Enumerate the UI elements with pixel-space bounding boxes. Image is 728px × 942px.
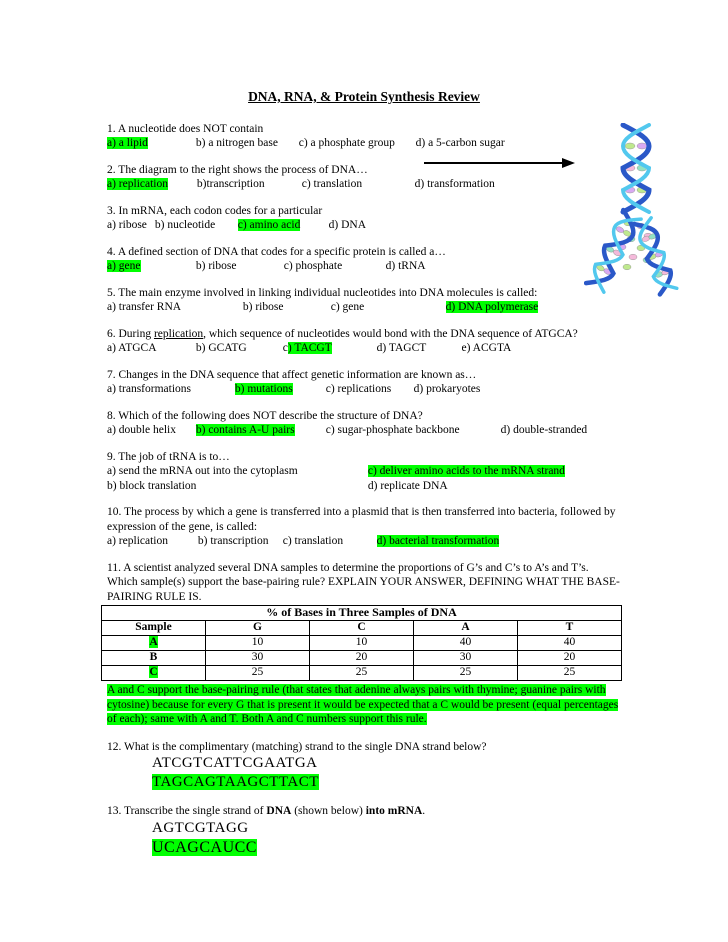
- question-1-options: [107, 136, 621, 150]
- table-cell: 25: [518, 666, 622, 681]
- option-d: d) transformation: [414, 178, 495, 191]
- option-c: c) translation: [282, 535, 344, 548]
- sample-cell: C: [102, 666, 206, 681]
- question-13-answer: UCAGCAUCC: [152, 838, 257, 856]
- page-title-text: DNA, RNA, & Protein Synthesis Review: [248, 89, 480, 104]
- option-b: b)transcription: [196, 178, 265, 191]
- table-cell: 10: [206, 636, 310, 651]
- option-d-highlighted: d) bacterial transformation: [376, 535, 500, 548]
- question-4-text: 4. A defined section of DNA that codes for a specific protein is called a…: [107, 245, 446, 258]
- question-7-text: 7. Changes in the DNA sequence that affect genetic information are known as…: [107, 368, 477, 381]
- option-b: b) ribose: [195, 260, 237, 273]
- table-cell: 25: [206, 666, 310, 681]
- option-c-highlighted: c) amino acid: [237, 219, 301, 232]
- table-cell: 25: [414, 666, 518, 681]
- header-sample: Sample: [102, 621, 206, 636]
- option-d-highlighted: d) DNA polymerase: [445, 301, 539, 314]
- option-b: b) a nitrogen base: [195, 137, 278, 150]
- question-8: [107, 409, 621, 438]
- question-7: [107, 368, 621, 397]
- option-a: a) transfer RNA: [107, 301, 182, 314]
- option-b: b) block translation: [107, 479, 197, 492]
- question-6-text: 6. During replication, which sequence of nucleotides would bond with the DNA sequence of ATGCA?: [107, 327, 578, 340]
- option-a: a) transformations: [107, 383, 191, 396]
- option-c: c) phosphate: [283, 260, 343, 273]
- question-12-answer: TAGCAGTAAGCTTACT: [152, 774, 319, 791]
- option-a-highlighted: a) gene: [107, 260, 141, 273]
- header-t: T: [518, 621, 622, 636]
- question-12: [107, 740, 621, 792]
- table-cell: 20: [310, 651, 414, 666]
- worksheet-content: [107, 88, 621, 869]
- option-b-highlighted: b) mutations: [234, 383, 293, 396]
- option-a: a) ribose: [107, 219, 147, 232]
- table-cell: 25: [310, 666, 414, 681]
- dna-strand: ATCGTCATTCGAATGA: [152, 755, 318, 772]
- option-c: c) sugar-phosphate backbone: [325, 424, 460, 437]
- question-9-text: 9. The job of tRNA is to…: [107, 450, 230, 463]
- question-7-options: [107, 382, 621, 396]
- option-a-highlighted: a) a lipid: [107, 137, 148, 150]
- option-d: d) prokaryotes: [413, 383, 481, 396]
- question-3-text: 3. In mRNA, each codon codes for a particular: [107, 204, 323, 217]
- option-c: c) gene: [330, 301, 365, 314]
- question-8-options: [107, 423, 621, 437]
- option-c: c) a phosphate group: [298, 137, 395, 150]
- option-a: a) replication: [107, 535, 168, 548]
- question-6: [107, 327, 621, 356]
- option-d: d) DNA: [328, 219, 366, 232]
- table-cell: 40: [518, 636, 622, 651]
- question-13-text: 13. Transcribe the single strand of DNA (shown below) into mRNA.: [107, 805, 426, 818]
- option-b-highlighted: b) contains A-U pairs: [195, 424, 295, 437]
- table-cell: 20: [518, 651, 622, 666]
- question-1: [107, 122, 621, 151]
- question-5: [107, 286, 621, 315]
- bold-word-dna: DNA: [266, 805, 292, 818]
- option-e: e) ACGTA: [461, 342, 512, 355]
- question-5-options: [107, 300, 621, 314]
- question-2-options: [107, 177, 621, 191]
- table-row-sample-a: [102, 636, 622, 651]
- option-b: b) GCATG: [195, 342, 247, 355]
- option-a: a) ATGCA: [107, 342, 157, 355]
- question-11: [107, 561, 621, 727]
- question-3-options: [107, 218, 621, 232]
- table-row-sample-c: [102, 666, 622, 681]
- question-12-text: 12. What is the complimentary (matching) strand to the single DNA strand below?: [107, 740, 487, 753]
- option-c: c) translation: [301, 178, 363, 191]
- dna-bases-table: [101, 605, 622, 681]
- question-9-options-row2: [107, 479, 621, 493]
- question-11-text: 11. A scientist analyzed several DNA samples to determine the proportions of G’s and C’s to A’s and T’s. Which sample(s) support the base-pairing rule? EXPLAIN YOUR ANSWER, DEFINING WHAT THE BASE-PAIRING RULE IS.: [107, 561, 620, 603]
- table-header-row: [102, 621, 622, 636]
- question-10-options: [107, 534, 621, 548]
- question-13: [107, 804, 621, 856]
- dna-strand: AGTCGTAGG: [152, 819, 249, 836]
- question-2-text: 2. The diagram to the right shows the process of DNA…: [107, 163, 368, 176]
- option-c: c) replications: [325, 383, 392, 396]
- option-b: b) transcription: [197, 535, 269, 548]
- option-b: b) ribose: [242, 301, 284, 314]
- question-1-text: 1. A nucleotide does NOT contain: [107, 123, 264, 135]
- option-a-highlighted: a) replication: [107, 178, 168, 191]
- option-d: d) replicate DNA: [367, 479, 448, 492]
- question-3: [107, 204, 621, 233]
- question-10-text: 10. The process by which a gene is transferred into a plasmid that is then transferred into bacteria, followed by expression of the gene, is called:: [107, 506, 616, 533]
- sample-cell: B: [102, 651, 206, 666]
- table-cell: 30: [206, 651, 310, 666]
- option-a: a) double helix: [107, 424, 176, 437]
- question-10: [107, 505, 621, 548]
- header-c: C: [310, 621, 414, 636]
- option-c-highlighted: c) deliver amino acids to the mRNA strand: [367, 465, 565, 478]
- option-d: d) double-stranded: [500, 424, 588, 437]
- table-cell: 10: [310, 636, 414, 651]
- question-4-options: [107, 259, 621, 273]
- header-g: G: [206, 621, 310, 636]
- question-6-options: [107, 341, 621, 355]
- option-d: d) a 5-carbon sugar: [415, 137, 505, 150]
- table-title: % of Bases in Three Samples of DNA: [102, 606, 622, 621]
- table-row-sample-b: [102, 651, 622, 666]
- sample-cell: A: [102, 636, 206, 651]
- header-a: A: [414, 621, 518, 636]
- table-cell: 30: [414, 651, 518, 666]
- table-cell: 40: [414, 636, 518, 651]
- question-8-text: 8. Which of the following does NOT describe the structure of DNA?: [107, 409, 423, 422]
- option-a: a) send the mRNA out into the cytoplasm: [107, 465, 298, 478]
- question-5-text: 5. The main enzyme involved in linking individual nucleotides into DNA molecules is called:: [107, 286, 538, 299]
- table-title-row: [102, 606, 622, 621]
- option-d: d) TAGCT: [376, 342, 427, 355]
- option-c-highlighted: c) TACGT: [282, 342, 332, 355]
- option-b: b) nucleotide: [154, 219, 216, 232]
- question-4: [107, 245, 621, 274]
- page-title: [107, 88, 621, 105]
- underlined-word: replication: [153, 327, 204, 340]
- question-9: [107, 450, 621, 493]
- question-9-options-row1: [107, 464, 621, 478]
- question-11-answer: A and C support the base-pairing rule (that states that adenine always pairs with thymine; guanine pairs with cytosine) because for every G that is present it would be expected that a C would be present (equal percentages of each); same with A and T. Both A and C numbers support this rule.: [107, 684, 619, 726]
- question-2: [107, 163, 621, 192]
- bold-phrase-into-mrna: into mRNA: [365, 805, 423, 818]
- option-d: d) tRNA: [385, 260, 426, 273]
